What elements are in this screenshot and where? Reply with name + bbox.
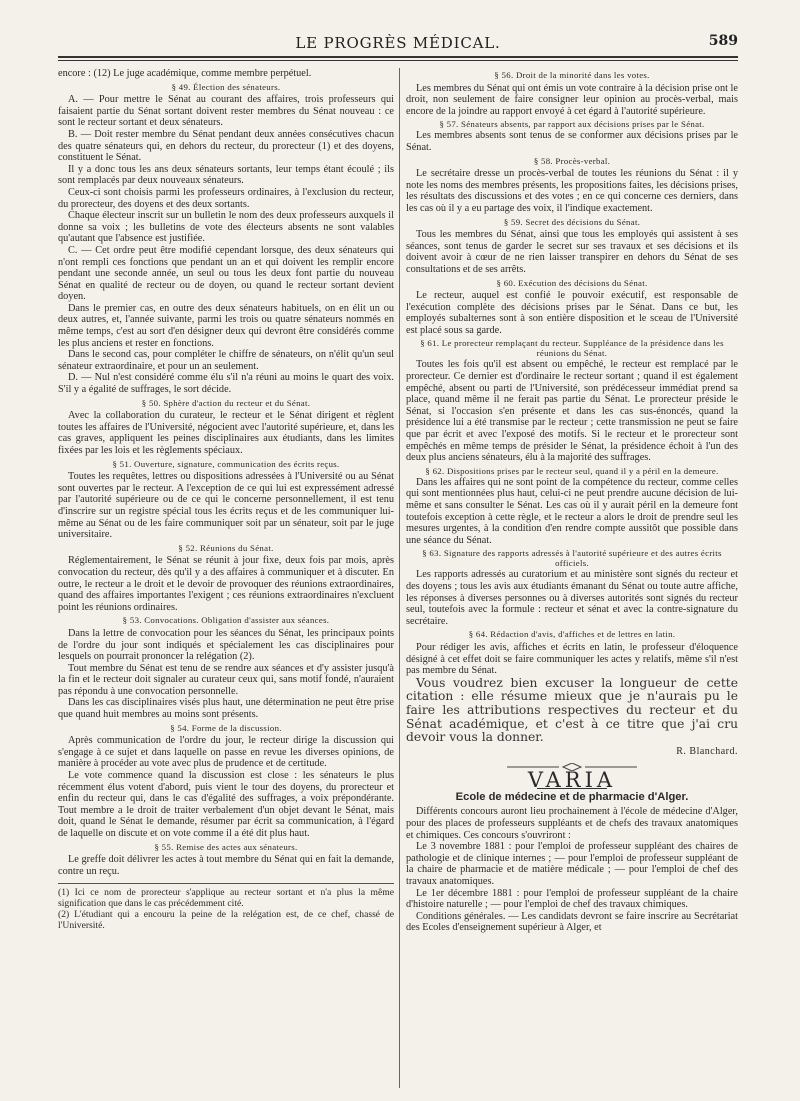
paragraph: Les membres du Sénat qui ont émis un vote contraire à la décision prise ont le droit, non seulement de faire consigner leur opinion au procès-verbal, mais encore de la joindre au rapport envoyé à cet égard à l'autorité supérieure. xyxy=(406,82,738,117)
paragraph: Les rapports adressés au curatorium et au ministère sont signés du recteur et des doyens ; tous les avis aux étudiants émanant du Sénat ou toute autre affiche, les réponses à diverses personnes ou à diverses autorités sont signés du recteur seul, toutefois avec la formule : recteur et sénat et avec la contre-signature du secrétaire. xyxy=(406,569,738,627)
paragraph: A. — Pour mettre le Sénat au courant des affaires, trois professeurs qui faisaient partie du Sénat sortant doivent rester membres du Sénat nouveau : ce sont le recteur sortant et deux sénateurs. xyxy=(58,94,394,129)
section-heading: § 57. Sénateurs absents, par rapport aux décisions prises par le Sénat. xyxy=(439,119,705,130)
section-heading: § 58. Procès-verbal. xyxy=(533,155,611,166)
paragraph: Dans le premier cas, en outre des deux sénateurs habituels, on en élit un ou deux autres, et, l'année suivante, parmi les trois ou quatre sénateurs nommés en même temps, c'est au sort d'en désigner deux qui devront être considérés comme les plus anciens et rester en fonctions. xyxy=(58,302,394,349)
paragraph: Dans la lettre de convocation pour les séances du Sénat, les principaux points de l'ordre du jour sont indiqués et spécialement les cas disciplinaires pour lesquels on pourrait prononcer la relégation (2). xyxy=(58,627,394,663)
paragraph: Dans les cas disciplinaires visés plus haut, une détermination ne peut être prise que quand huit membres au moins sont présents. xyxy=(58,697,394,721)
paragraph: Il y a donc tous les ans deux sénateurs sortants, leur temps étant écoulé ; ils sont remplacés par deux nouveaux sénateurs. xyxy=(58,163,394,187)
paragraph: Tous les membres du Sénat, ainsi que tous les employés qui assistent à ses séances, sont tenus de garder le secret sur ses travaux et ses décisions et ils doivent avoir à cœur de ne rien laisser transpirer en dehors du Sénat de ses consultations et de ses arrêts. xyxy=(406,229,738,275)
section-heading: § 54. Forme de la discussion. xyxy=(170,722,282,733)
section-heading: § 49. Élection des sénateurs. xyxy=(171,81,281,92)
header-rule-thin xyxy=(58,60,738,61)
paragraph: Réglementairement, le Sénat se réunit à jour fixe, deux fois par mois, après convocation du recteur, dès qu'il y a des affaires à communiquer et à discuter. En outre, le recteur a le droit et le devoir de provoquer des réunions extraordinaires, quand des affaires importantes l'exigent ; ces réunions extraordinaires n'excluent point les réunions ordinaires. xyxy=(58,555,394,613)
section-heading: § 52. Réunions du Sénat. xyxy=(178,542,274,553)
paragraph: Le vote commence quand la discussion est close : les sénateurs le plus récemment élus votent d'abord, puis vient le tour des doyens, du prorecteur et enfin du recteur qui, dans le cas d'égalité des suffrages, a voix prépondérante. Tout membre a le droit de traiter verbalement d'un objet devant le Sénat, mais doit, quand le Sénat le demande, résumer par écrit sa communication, à l'égard de laquelle on discute et on vote comme il a été dit plus haut. xyxy=(58,770,394,839)
article-subtitle: Ecole de médecine et de pharmacie d'Alger. xyxy=(455,790,689,803)
left-column xyxy=(58,68,394,931)
paragraph: encore : (12) Le juge académique, comme membre perpétuel. xyxy=(58,68,312,79)
footnote: (2) L'étudiant qui a encouru la peine de la relégation est, de ce chef, chassé de l'Université. xyxy=(58,909,394,932)
section-heading: § 64. Rédaction d'avis, d'affiches et de lettres en latin. xyxy=(468,629,676,640)
journal-title: LE PROGRÈS MÉDICAL. xyxy=(295,34,501,52)
footnote: (1) Ici ce nom de prorecteur s'applique au recteur sortant et n'a plus la même signification que dans le cas précédemment cité. xyxy=(58,887,394,910)
paragraph: Conditions générales. — Les candidats devront se faire inscrire au Secrétariat des Ecoles d'enseignement supérieur à Alger, et xyxy=(406,910,738,934)
paragraph: Les membres absents sont tenus de se conformer aux décisions prises par le Sénat. xyxy=(406,130,738,153)
section-heading: § 59. Secret des décisions du Sénat. xyxy=(503,216,641,227)
page-number: 589 xyxy=(708,33,738,49)
section-heading: § 63. Signature des rapports adressés à l'autorité supérieure et des autres écrits officiels. xyxy=(422,548,722,569)
header-rule xyxy=(58,56,738,58)
paragraph: Le 3 novembre 1881 : pour l'emploi de professeur suppléant des chaires de pathologie et de clinique internes ; — pour l'emploi de professeur suppléant de la chaire de pharmacie et de matière médicale ; — pour l'emploi de chef des travaux anatomiques. xyxy=(406,841,738,888)
paragraph: Dans les affaires qui ne sont point de la compétence du recteur, comme celles qui sont mentionnées plus haut, celui-ci ne peut prendre aucune décision de lui-même et sans consulter le Sénat. Les cas où il y aurait péril en la demeure font toutefois exception à cette règle, et le recteur a alors le droit de prendre seul les mesures urgentes, à la condition d'en rendre compte aussitôt que possible dans une séance du Sénat. xyxy=(406,476,738,546)
section-heading: § 50. Sphère d'action du recteur et du Sénat. xyxy=(141,397,311,408)
paragraph: D. — Nul n'est considéré comme élu s'il n'a réuni au moins le quart des voix. S'il y a égalité de suffrages, le sort décide. xyxy=(58,372,394,396)
section-heading: § 51. Ouverture, signature, communication des écrits reçus. xyxy=(112,458,340,469)
signature: R. Blanchard. xyxy=(676,745,738,757)
section-heading: § 62. Dispositions prises par le recteur seul, quand il y a péril en la demeure. xyxy=(425,465,719,476)
paragraph: Tout membre du Sénat est tenu de se rendre aux séances et d'y assister jusqu'à la fin et le recteur doit signaler au curateur ceux qui, sans motif fondé, n'auraient pas répondu à une convocation personnelle. xyxy=(58,662,394,697)
paragraph: Le greffe doit délivrer les actes à tout membre du Sénat qui en fait la demande, contre un reçu. xyxy=(58,854,394,877)
paragraph: Dans le second cas, pour compléter le chiffre de sénateurs, on n'élit qu'un seul sénateur extraordinaire, et pour un an seulement. xyxy=(58,349,394,372)
paragraph: Avec la collaboration du curateur, le recteur et le Sénat dirigent et règlent toutes les affaires de l'Université, négocient avec l'autorité supérieure, et, dans les cas graves, appliquent les peines disciplinaires aux étudiants, dans les limites fixées par les lois et les règlements spéciaux. xyxy=(58,410,394,456)
footnotes xyxy=(58,883,394,931)
paragraph: Le secrétaire dresse un procès-verbal de toutes les réunions du Sénat : il y note les noms des membres présents, les propositions faites, les décisions prises, les résultats des discussions et des votes ; en ce qui concerne ces derniers, dans les cas où il y a eu partage des voix, il l'indique exactement. xyxy=(406,168,738,214)
section-heading: § 60. Exécution des décisions du Sénat. xyxy=(496,277,648,288)
paragraph: Pour rédiger les avis, affiches et écrits en latin, le professeur d'éloquence désigné à cet effet doit se faire communiquer les actes y relatifs, même s'il n'est pas membre du Sénat. xyxy=(406,641,738,677)
section-heading: § 55. Remise des actes aux sénateurs. xyxy=(154,841,298,852)
paragraph: Le 1er décembre 1881 : pour l'emploi de professeur suppléant de la chaire d'histoire naturelle ; — pour l'emploi de chef des travaux chimiques. xyxy=(406,887,738,911)
paragraph: Différents concours auront lieu prochainement à l'école de médecine d'Alger, pour des places de professeurs suppléants et de chefs des travaux anatomiques et chimiques. Ces concours s'ouvriront : xyxy=(406,806,738,841)
paragraph: B. — Doit rester membre du Sénat pendant deux années consécutives chacun des quatre sénateurs qui, en dehors du recteur, du prorecteur (1) et des doyens, constituent le Sénat. xyxy=(58,128,394,164)
paragraph: Toutes les requêtes, lettres ou dispositions adressées à l'Université ou au Sénat sont ouvertes par le recteur. A l'exception de ce qui lui est expressément adressé par l'autorité supérieure ou de ce qui le concerne personnellement, il est tenu d'inscrire sur un registre spécial tous les écrits reçus et de les communiquer lui-même au Sénat ou de les faire communiquer soit par un sénateur, soit par le juge universitaire. xyxy=(58,471,394,541)
paragraph: Après communication de l'ordre du jour, le recteur dirige la discussion qui s'engage à ce sujet et dans laquelle on passe en revue les diverses opinions, de manière à procéder au vote avec plus de prudence et de certitude. xyxy=(58,735,394,770)
section-heading: § 61. Le prorecteur remplaçant du recteur. Suppléance de la présidence dans les réunions du Sénat. xyxy=(420,338,724,359)
paragraph: Ceux-ci sont choisis parmi les professeurs ordinaires, à l'exclusion du recteur, du prorecteur, des doyens et des deux sortants. xyxy=(58,186,394,210)
page-header xyxy=(58,28,738,58)
column-separator xyxy=(399,68,400,1088)
paragraph: Le recteur, auquel est confié le pouvoir exécutif, est responsable de l'exécution complète des décisions prises par le Sénat. Dans ce but, les employés subalternes sont à son entière disposition et le sceau de l'Université est placé sous sa garde. xyxy=(406,290,738,336)
paragraph: C. — Cet ordre peut être modifié cependant lorsque, des deux sénateurs qui n'ont rempli ces fonctions que pendant un an et qui doivent les remplir encore pendant une seconde année, un seul ou tous les deux font partie du nouveau Sénat en qualité de recteur ou de doyen, ou quand le recteur sortant devient doyen. xyxy=(58,244,394,303)
section-heading: § 53. Convocations. Obligation d'assister aux séances. xyxy=(122,615,330,626)
right-column xyxy=(406,68,738,934)
section-heading: § 56. Droit de la minorité dans les votes. xyxy=(494,70,650,80)
varia-heading: VARIA xyxy=(527,768,617,793)
closing-paragraph: Vous voudrez bien excuser la longueur de cette citation : elle résume mieux que je n'aurais pu le faire les attributions respectives du recteur et du Sénat académique, et c'est à ce titre que j'ai cru devoir vous la donner. xyxy=(406,675,738,745)
paragraph: Toutes les fois qu'il est absent ou empêché, le recteur est remplacé par le prorecteur. Ce dernier est d'ordinaire le recteur sortant ; quand il est également empêché, absent ou parti de l'Université, son prédécesseur immédiat prend sa place, quand même il ne ferait pas partie du Sénat. Le prorecteur préside le Sénat, si l'occasion s'en présente et dans les cas sus-énoncés, quand la présidence lui a été transmise par le recteur ; cette transmission ne peut se faire que par écrit et avec l'exposé des motifs. Si le recteur et le prorecteur sont empêchés en même temps de présider le Sénat, la présidence échoit à l'un des deux plus anciens sénateurs, élu à la majorité des suffrages. xyxy=(406,359,738,464)
paragraph: Chaque électeur inscrit sur un bulletin le nom des deux professeurs auxquels il donne sa voix ; les bulletins de vote des électeurs absents ne sont valables qu'autant que l'absence est justifiée. xyxy=(58,210,394,245)
